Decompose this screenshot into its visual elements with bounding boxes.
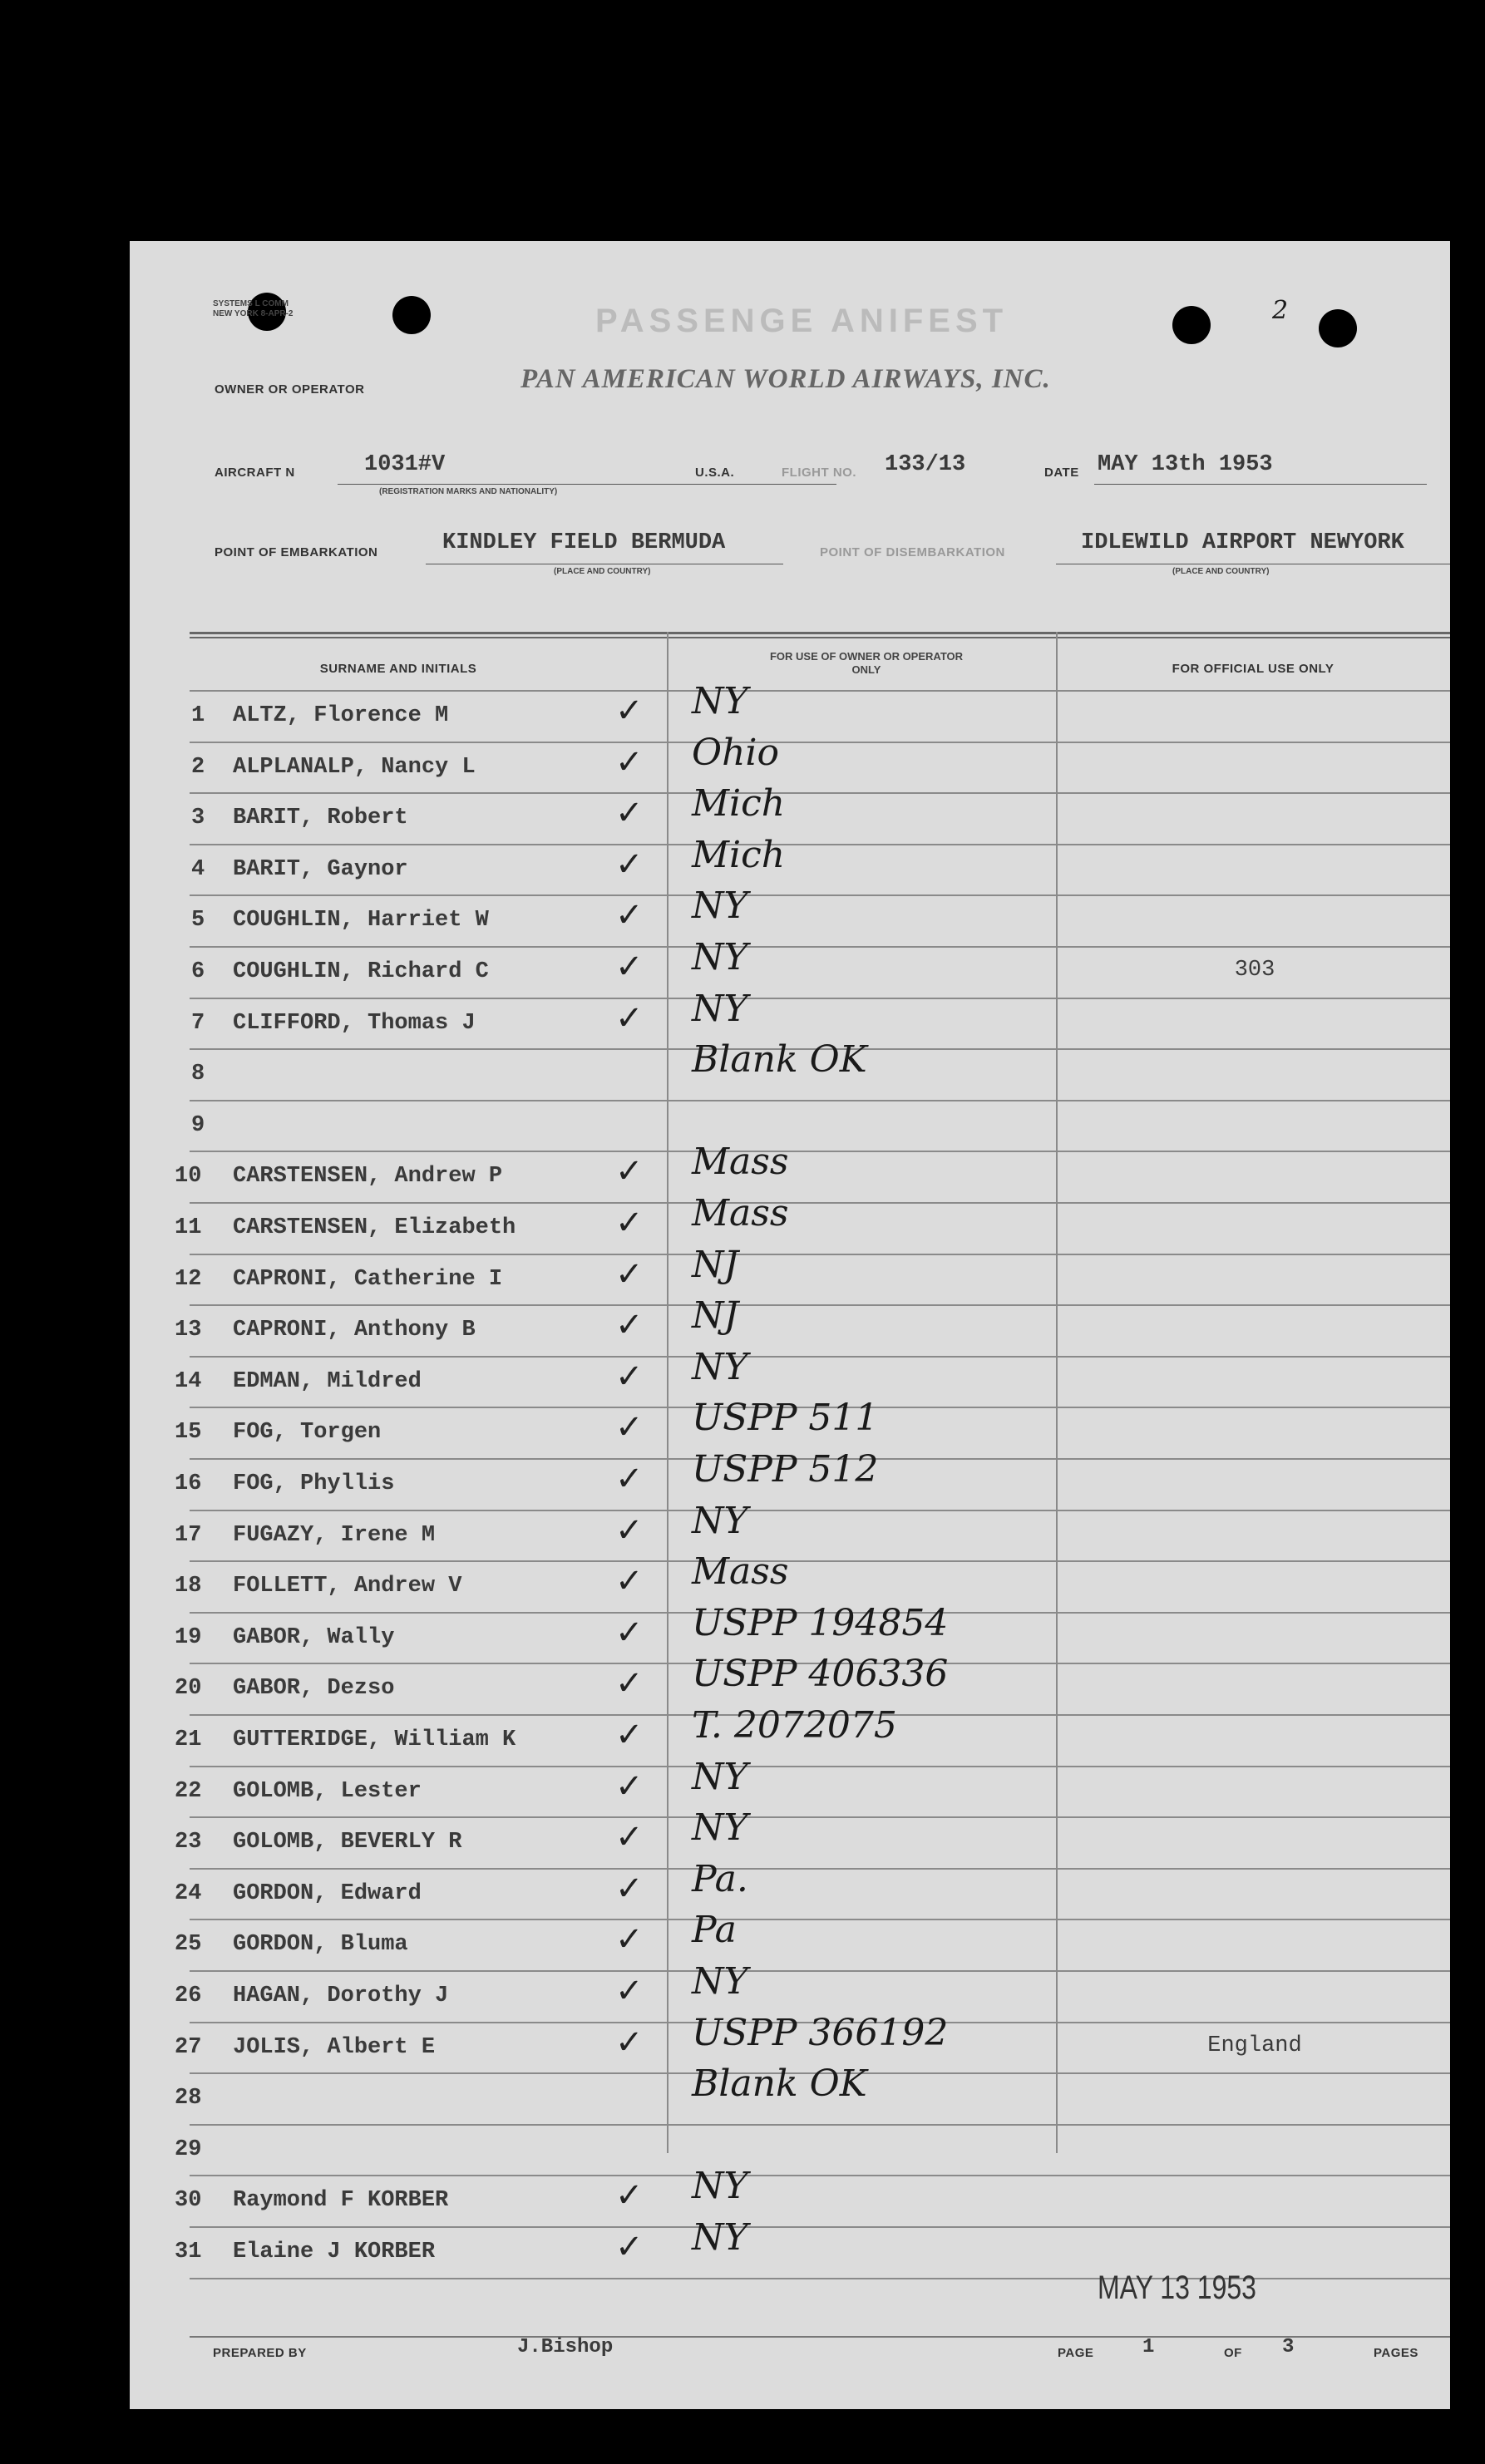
residence-handwritten: Mich — [692, 833, 786, 876]
embark-note: (PLACE AND COUNTRY) — [554, 567, 651, 576]
passenger-name: CARSTENSEN, Andrew P — [233, 1164, 503, 1190]
check-mark: ✓ — [615, 1204, 644, 1242]
residence-handwritten: Mass — [692, 1192, 789, 1234]
manifest-sheet — [130, 241, 1450, 2409]
residence-handwritten: Pa. — [692, 1857, 748, 1900]
footer-rule — [190, 2336, 1450, 2338]
passenger-name: GUTTERIDGE, William K — [233, 1727, 516, 1752]
prepared-label: PREPARED BY — [213, 2346, 307, 2360]
row-number: 15 — [175, 1420, 202, 1446]
official-entry: England — [1207, 2033, 1302, 2058]
passenger-name: COUGHLIN, Richard C — [233, 959, 489, 984]
residence-handwritten: NY — [692, 1806, 748, 1850]
check-mark: ✓ — [615, 1357, 644, 1396]
row-number: 5 — [191, 908, 205, 934]
passenger-name: CAPRONI, Anthony B — [233, 1318, 476, 1343]
row-number: 14 — [175, 1368, 202, 1394]
residence-handwritten: Mich — [692, 782, 786, 825]
column-owner-header: FOR USE OF OWNER OR OPERATOR ONLY — [769, 650, 964, 676]
residence-handwritten: Mass — [692, 1550, 789, 1594]
owner-label: OWNER OR OPERATOR — [215, 382, 365, 397]
check-mark: ✓ — [615, 845, 644, 884]
passenger-name: GOLOMB, Lester — [233, 1778, 422, 1804]
row-number: 9 — [191, 1112, 205, 1138]
header-bottom-rule — [190, 690, 1450, 692]
registration-note: (REGISTRATION MARKS AND NATIONALITY) — [379, 487, 558, 496]
flight-value: 133/13 — [885, 452, 966, 477]
row-rule — [190, 1304, 1450, 1306]
row-number: 26 — [175, 1984, 202, 2008]
column-name-header: SURNAME AND INITIALS — [319, 662, 477, 676]
row-rule — [190, 894, 1450, 896]
row-number: 11 — [175, 1215, 202, 1240]
date-label: DATE — [1044, 466, 1079, 480]
residence-handwritten: T. 2072075 — [692, 1704, 897, 1747]
official-entry: 303 — [1234, 958, 1275, 983]
passenger-name: COUGHLIN, Harriet W — [233, 908, 489, 934]
row-rule — [190, 742, 1450, 743]
row-number: 28 — [175, 2086, 202, 2112]
row-rule — [190, 1816, 1450, 1818]
row-number: 31 — [175, 2240, 202, 2264]
residence-handwritten: USPP 511 — [692, 1397, 879, 1440]
row-number: 17 — [175, 1522, 202, 1548]
disembark-note: (PLACE AND COUNTRY) — [1172, 567, 1270, 576]
row-number: 10 — [175, 1164, 202, 1190]
row-number: 6 — [191, 959, 205, 984]
row-number: 1 — [191, 703, 205, 728]
passenger-name: Elaine J KORBER — [233, 2240, 436, 2264]
check-mark: ✓ — [615, 692, 644, 730]
row-number: 24 — [175, 1880, 202, 1906]
row-number: 4 — [191, 856, 205, 882]
residence-handwritten: NY — [692, 1960, 748, 2003]
residence-handwritten: NY — [692, 680, 748, 722]
check-mark: ✓ — [615, 1408, 644, 1447]
check-mark: ✓ — [615, 742, 644, 781]
row-number: 16 — [175, 1471, 202, 1496]
residence-handwritten: NY — [692, 2165, 748, 2208]
row-number: 27 — [175, 2034, 202, 2060]
check-mark: ✓ — [615, 1972, 644, 2010]
row-rule — [190, 1151, 1450, 1152]
row-rule — [190, 1202, 1450, 1204]
row-number: 18 — [175, 1574, 202, 1599]
punch-hole — [392, 296, 431, 334]
column-official-header: FOR OFFICIAL USE ONLY — [1172, 662, 1335, 676]
passenger-name: JOLIS, Albert E — [233, 2034, 436, 2060]
row-rule — [190, 1919, 1450, 1920]
date-stamp: MAY 13 1953 — [1098, 2269, 1256, 2306]
row-rule — [190, 2226, 1450, 2228]
company-name: PAN AMERICAN WORLD AIRWAYS, INC. — [520, 364, 1051, 394]
row-number: 23 — [175, 1830, 202, 1855]
check-mark: ✓ — [615, 1254, 644, 1294]
table-top-rule-2 — [190, 637, 1450, 638]
passenger-name: FUGAZY, Irene M — [233, 1522, 436, 1548]
passenger-name: CAPRONI, Catherine I — [233, 1266, 503, 1292]
check-mark: ✓ — [615, 1152, 644, 1191]
page-value: 1 — [1142, 2336, 1155, 2358]
residence-handwritten: Blank OK — [692, 1038, 867, 1082]
check-mark: ✓ — [615, 1869, 644, 1908]
disembark-value: IDLEWILD AIRPORT NEWYORK — [1081, 530, 1404, 555]
passenger-name: Raymond F KORBER — [233, 2188, 449, 2214]
row-rule — [190, 1254, 1450, 1255]
row-number: 21 — [175, 1727, 202, 1752]
residence-handwritten: NJ — [692, 1294, 739, 1338]
row-rule — [190, 1356, 1450, 1358]
residence-handwritten: NY — [692, 885, 748, 928]
residence-handwritten: NY — [692, 1755, 748, 1798]
row-number: 19 — [175, 1624, 202, 1650]
row-number: 30 — [175, 2188, 202, 2214]
passenger-name: CLIFFORD, Thomas J — [233, 1010, 476, 1036]
row-rule — [190, 1510, 1450, 1511]
flight-label: FLIGHT NO. — [782, 466, 856, 480]
check-mark: ✓ — [615, 1716, 644, 1754]
residence-handwritten: Blank OK — [692, 2062, 867, 2106]
passenger-name: GABOR, Dezso — [233, 1676, 395, 1702]
row-rule — [190, 2175, 1450, 2176]
row-number: 20 — [175, 1676, 202, 1702]
check-mark: ✓ — [615, 1920, 644, 1959]
row-number: 2 — [191, 754, 205, 780]
disembark-label: POINT OF DISEMBARKATION — [820, 545, 1005, 559]
of-value: 3 — [1282, 2336, 1295, 2358]
check-mark: ✓ — [615, 1306, 644, 1345]
row-number: 8 — [191, 1062, 205, 1087]
row-number: 3 — [191, 806, 205, 831]
aircraft-label: AIRCRAFT N — [215, 466, 295, 480]
residence-handwritten: NY — [692, 1345, 748, 1388]
check-mark: ✓ — [615, 1613, 644, 1652]
residence-handwritten: NY — [692, 936, 748, 978]
passenger-name: ALTZ, Florence M — [233, 703, 449, 728]
residence-handwritten: NY — [692, 1499, 748, 1542]
row-rule — [190, 1560, 1450, 1562]
row-rule — [190, 2278, 1450, 2279]
residence-handwritten: Mass — [692, 1141, 789, 1184]
row-rule — [190, 2124, 1450, 2126]
aircraft-underline — [338, 484, 836, 485]
passenger-name: FOG, Torgen — [233, 1420, 382, 1446]
check-mark: ✓ — [615, 948, 644, 986]
passenger-name: FOG, Phyllis — [233, 1471, 395, 1496]
residence-handwritten: USPP 406336 — [692, 1653, 949, 1696]
row-rule — [190, 844, 1450, 845]
form-code: SYSTEMS L COMM NEW YORK 8-APR-2 — [213, 299, 294, 318]
residence-handwritten: NY — [692, 987, 748, 1030]
residence-handwritten: NY — [692, 2216, 748, 2259]
row-rule — [190, 1100, 1450, 1101]
row-rule — [190, 792, 1450, 794]
row-number: 7 — [191, 1010, 205, 1036]
owner-column-divider — [667, 632, 668, 2153]
passenger-name: CARSTENSEN, Elizabeth — [233, 1215, 516, 1240]
pages-label: PAGES — [1374, 2346, 1418, 2360]
row-rule — [190, 946, 1450, 948]
residence-handwritten: Pa — [692, 1909, 737, 1952]
row-number: 22 — [175, 1778, 202, 1804]
punch-hole — [1172, 306, 1211, 344]
embark-value: KINDLEY FIELD BERMUDA — [442, 530, 726, 555]
passenger-name: FOLLETT, Andrew V — [233, 1574, 462, 1599]
residence-handwritten: Ohio — [692, 731, 779, 774]
prepared-value: J.Bishop — [517, 2336, 614, 2358]
official-column-divider — [1056, 632, 1058, 2153]
row-rule — [190, 1868, 1450, 1870]
aircraft-value: 1031#V — [364, 452, 446, 477]
of-label: OF — [1224, 2346, 1242, 2360]
check-mark: ✓ — [615, 1767, 644, 1806]
residence-handwritten: USPP 366192 — [692, 2011, 949, 2054]
usa-label: U.S.A. — [695, 466, 735, 480]
passenger-name: HAGAN, Dorothy J — [233, 1984, 449, 2008]
passenger-name: BARIT, Robert — [233, 806, 408, 831]
check-mark: ✓ — [615, 2023, 644, 2062]
row-number: 25 — [175, 1932, 202, 1958]
passenger-name: BARIT, Gaynor — [233, 856, 408, 882]
passenger-name: GABOR, Wally — [233, 1624, 395, 1650]
form-title: PASSENGE ANIFEST — [595, 303, 1009, 339]
check-mark: ✓ — [615, 2176, 644, 2215]
check-mark: ✓ — [615, 896, 644, 935]
check-mark: ✓ — [615, 1562, 644, 1601]
passenger-name: GOLOMB, BEVERLY R — [233, 1830, 462, 1855]
passenger-name: ALPLANALP, Nancy L — [233, 754, 476, 780]
embark-label: POINT OF EMBARKATION — [215, 545, 378, 559]
residence-handwritten: NJ — [692, 1243, 739, 1286]
check-mark: ✓ — [615, 1510, 644, 1550]
row-number: 12 — [175, 1266, 202, 1292]
passenger-name: EDMAN, Mildred — [233, 1368, 422, 1394]
passenger-name: GORDON, Edward — [233, 1880, 422, 1906]
row-rule — [190, 998, 1450, 999]
table-top-rule — [190, 632, 1450, 634]
residence-handwritten: USPP 194854 — [692, 1601, 949, 1644]
row-number: 13 — [175, 1318, 202, 1343]
check-mark: ✓ — [615, 998, 644, 1037]
residence-handwritten: USPP 512 — [692, 1448, 879, 1491]
check-mark: ✓ — [615, 1818, 644, 1857]
corner-mark: 2 — [1272, 296, 1289, 325]
row-number: 29 — [175, 2136, 202, 2162]
row-rule — [190, 1970, 1450, 1972]
page-label: PAGE — [1058, 2346, 1094, 2360]
punch-hole — [1319, 309, 1357, 347]
check-mark: ✓ — [615, 1664, 644, 1703]
check-mark: ✓ — [615, 2228, 644, 2266]
date-underline — [1094, 484, 1427, 485]
row-rule — [190, 1766, 1450, 1767]
check-mark: ✓ — [615, 794, 644, 833]
check-mark: ✓ — [615, 1460, 644, 1498]
passenger-name: GORDON, Bluma — [233, 1932, 408, 1958]
date-value: MAY 13th 1953 — [1098, 452, 1273, 477]
